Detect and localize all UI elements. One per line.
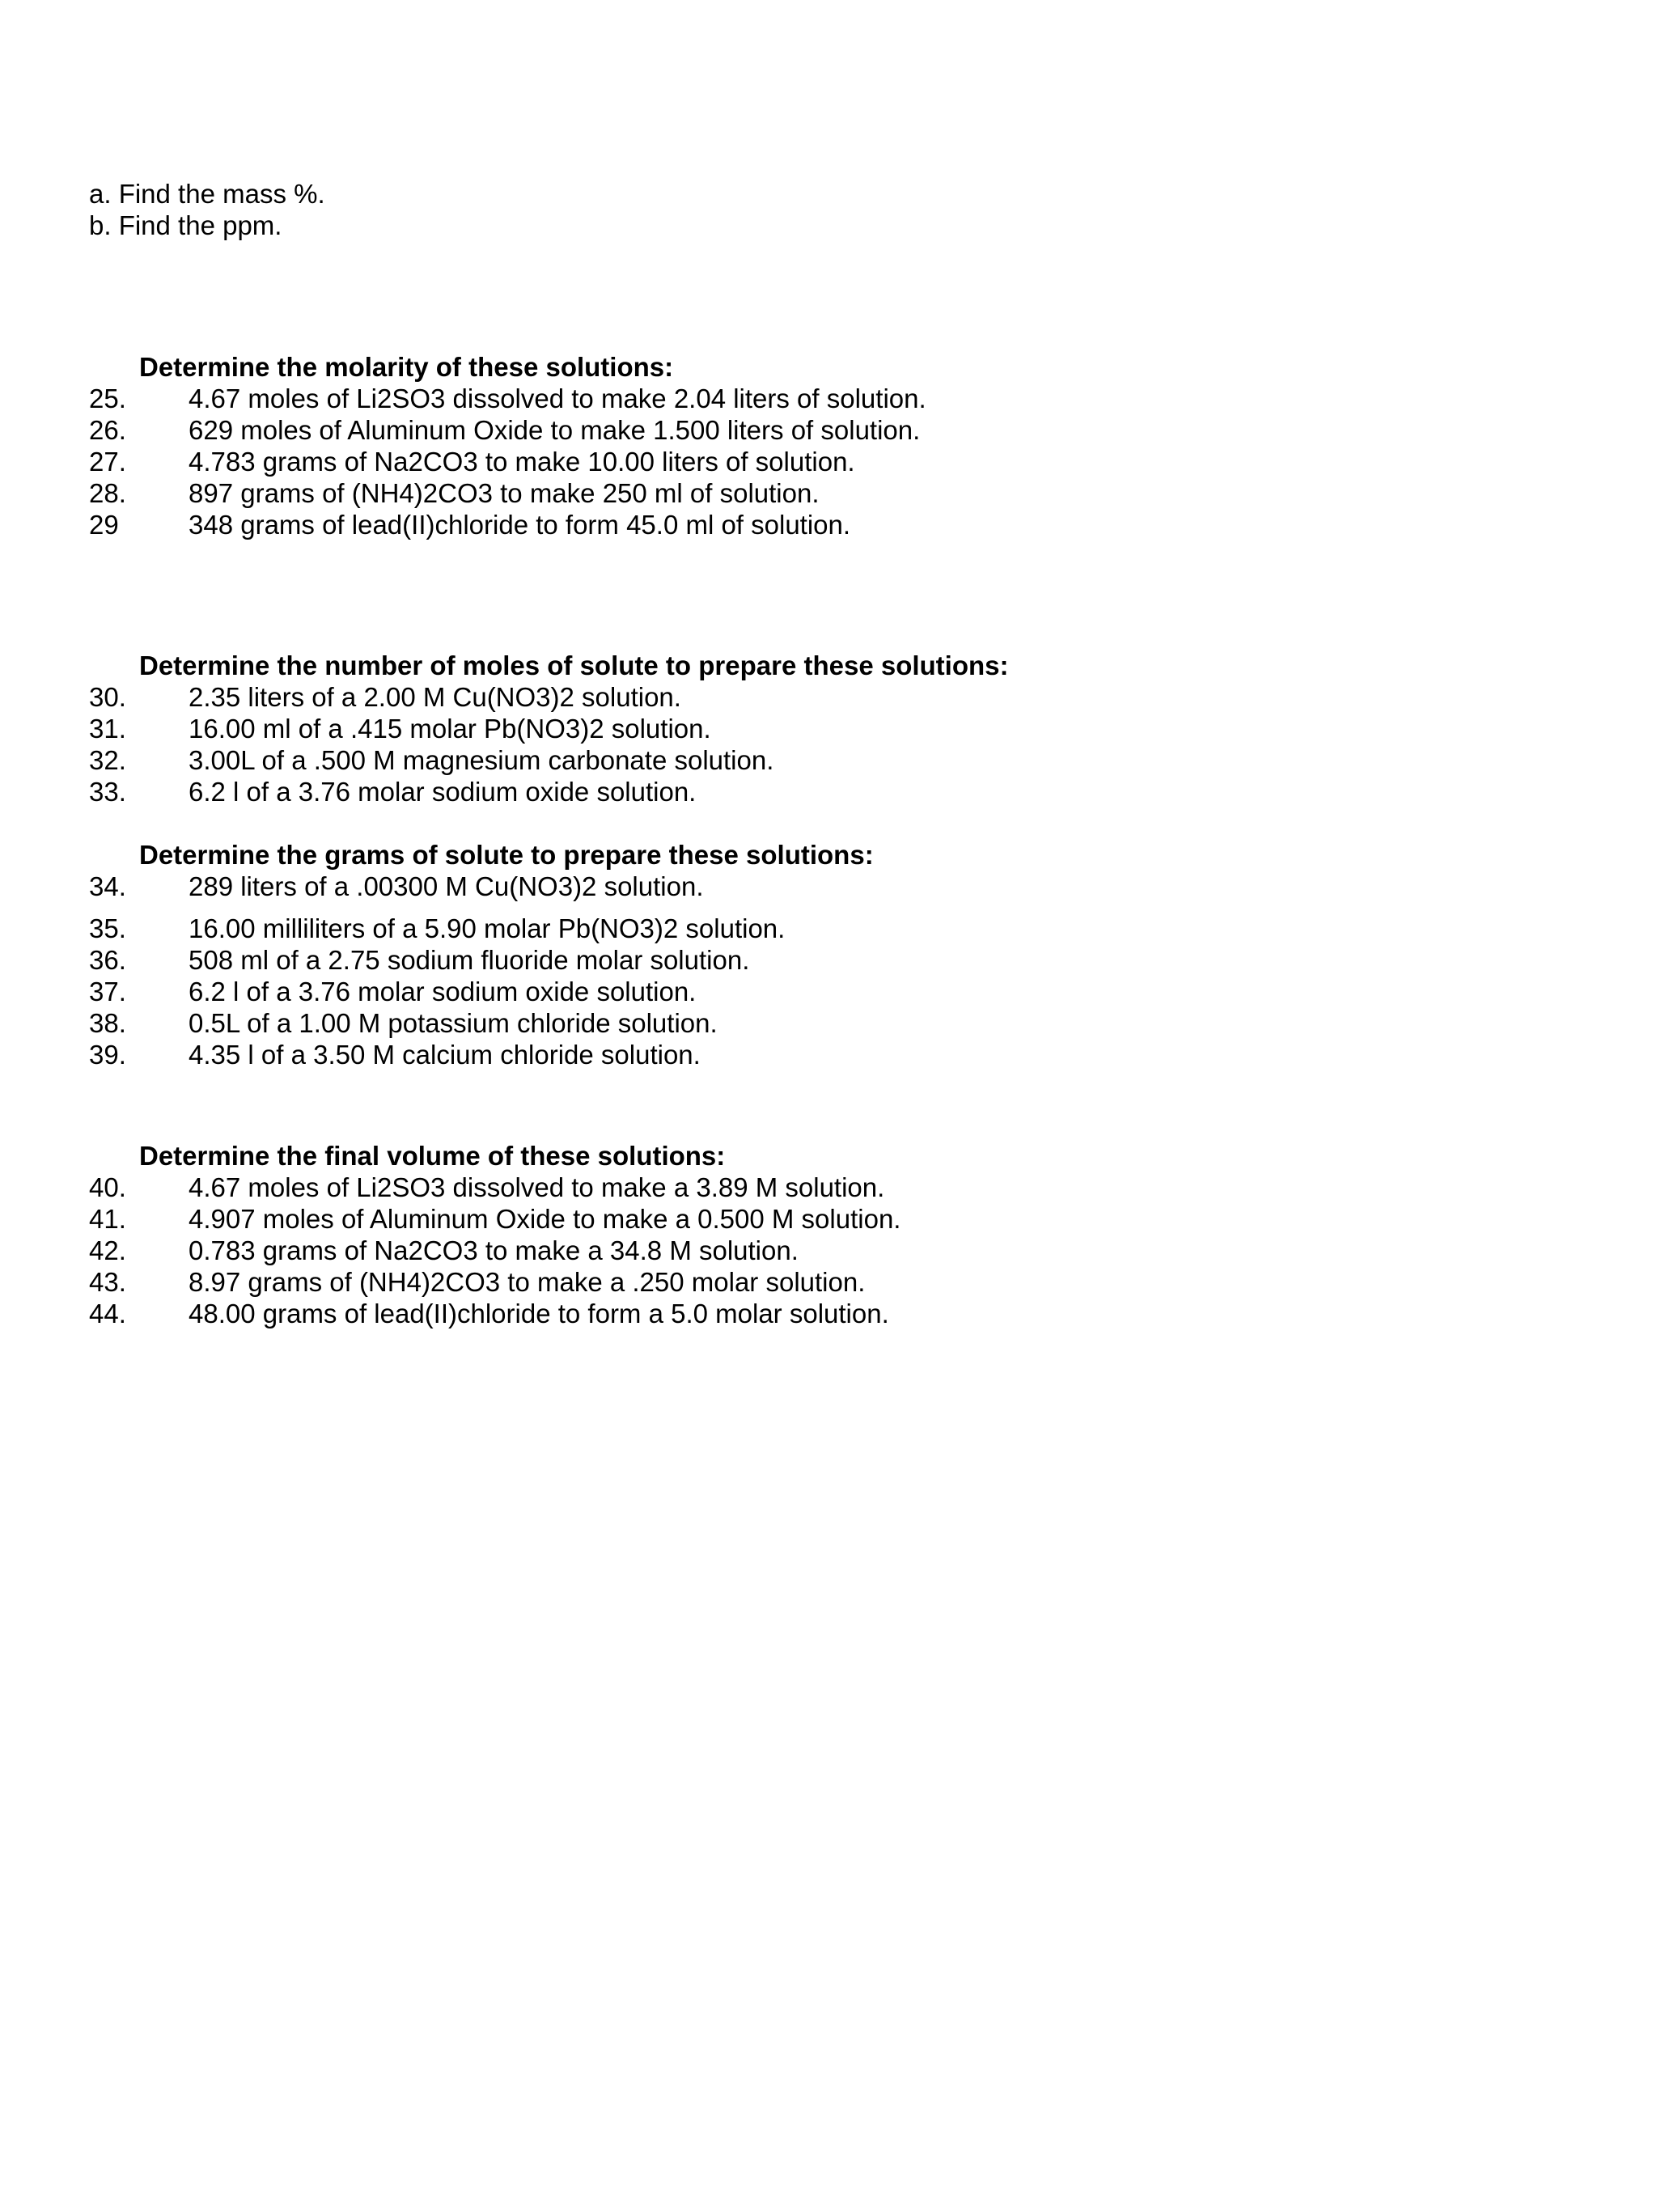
problem-item xyxy=(89,1266,865,1298)
problem-number: 40. xyxy=(89,1172,126,1202)
problem-text: 4.783 grams of Na2CO3 to make 10.00 liters of solution. xyxy=(189,447,855,477)
problem-number: 28. xyxy=(89,478,126,508)
problem-text: 16.00 milliliters of a 5.90 molar Pb(NO3)2 solution. xyxy=(189,913,786,943)
problem-number: 29 xyxy=(89,510,119,540)
problem-item xyxy=(89,681,681,713)
problem-item xyxy=(89,744,773,776)
problem-number: 44. xyxy=(89,1299,126,1328)
problem-number: 34. xyxy=(89,871,126,901)
problem-number: 35. xyxy=(89,913,126,943)
problem-text: 8.97 grams of (NH4)2CO3 to make a .250 molar solution. xyxy=(189,1267,866,1297)
problem-text: 4.67 moles of Li2SO3 dissolved to make a 3.89 M solution. xyxy=(189,1172,885,1202)
section-heading-grams: Determine the grams of solute to prepare these solutions: xyxy=(139,840,874,870)
problem-number: 38. xyxy=(89,1008,126,1038)
problem-item xyxy=(89,509,850,540)
problem-item xyxy=(89,383,926,414)
problem-text: 4.35 l of a 3.50 M calcium chloride solution. xyxy=(189,1040,701,1070)
problem-item xyxy=(89,776,696,807)
problem-text: 2.35 liters of a 2.00 M Cu(NO3)2 solution. xyxy=(189,682,681,712)
problem-text: 0.783 grams of Na2CO3 to make a 34.8 M solution. xyxy=(189,1235,799,1265)
intro-line-b: b. Find the ppm. xyxy=(89,210,282,240)
problem-item xyxy=(89,477,820,509)
problem-number: 26. xyxy=(89,415,126,445)
problem-item xyxy=(89,1203,901,1235)
problem-number: 43. xyxy=(89,1267,126,1297)
problem-text: 0.5L of a 1.00 M potassium chloride solution. xyxy=(189,1008,718,1038)
problem-text: 6.2 l of a 3.76 molar sodium oxide solution. xyxy=(189,977,697,1006)
problem-item xyxy=(89,1172,884,1203)
problem-number: 36. xyxy=(89,945,126,975)
problem-number: 42. xyxy=(89,1235,126,1265)
problem-item xyxy=(89,1039,701,1070)
problem-text: 289 liters of a .00300 M Cu(NO3)2 solution. xyxy=(189,871,704,901)
problem-number: 25. xyxy=(89,383,126,413)
problem-number: 41. xyxy=(89,1204,126,1234)
problem-item xyxy=(89,1007,718,1039)
problem-number: 31. xyxy=(89,714,126,744)
problem-item xyxy=(89,944,749,976)
problem-item xyxy=(89,976,696,1007)
problem-text: 508 ml of a 2.75 sodium fluoride molar solution. xyxy=(189,945,750,975)
problem-text: 4.907 moles of Aluminum Oxide to make a 0.500 M solution. xyxy=(189,1204,901,1234)
problem-number: 30. xyxy=(89,682,126,712)
problem-number: 39. xyxy=(89,1040,126,1070)
section-heading-moles: Determine the number of moles of solute to prepare these solutions: xyxy=(139,650,1009,680)
problem-item xyxy=(89,446,855,477)
problem-item xyxy=(89,871,704,902)
problem-number: 33. xyxy=(89,777,126,807)
intro-line-a: a. Find the mass %. xyxy=(89,179,325,209)
problem-text: 4.67 moles of Li2SO3 dissolved to make 2.04 liters of solution. xyxy=(189,383,926,413)
problem-text: 16.00 ml of a .415 molar Pb(NO3)2 solution. xyxy=(189,714,711,744)
problem-text: 48.00 grams of lead(II)chloride to form a 5.0 molar solution. xyxy=(189,1299,889,1328)
problem-item xyxy=(89,414,920,446)
problem-item xyxy=(89,913,785,944)
problem-item xyxy=(89,713,711,744)
section-heading-final-volume: Determine the final volume of these solutions: xyxy=(139,1141,726,1171)
problem-number: 32. xyxy=(89,745,126,775)
section-heading-molarity: Determine the molarity of these solutions: xyxy=(139,352,674,382)
problem-text: 348 grams of lead(II)chloride to form 45.0 ml of solution. xyxy=(189,510,851,540)
problem-item xyxy=(89,1235,799,1266)
problem-number: 27. xyxy=(89,447,126,477)
problem-text: 629 moles of Aluminum Oxide to make 1.500 liters of solution. xyxy=(189,415,921,445)
problem-text: 3.00L of a .500 M magnesium carbonate solution. xyxy=(189,745,774,775)
problem-text: 897 grams of (NH4)2CO3 to make 250 ml of solution. xyxy=(189,478,820,508)
problem-item xyxy=(89,1298,889,1329)
problem-text: 6.2 l of a 3.76 molar sodium oxide solution. xyxy=(189,777,697,807)
problem-number: 37. xyxy=(89,977,126,1006)
